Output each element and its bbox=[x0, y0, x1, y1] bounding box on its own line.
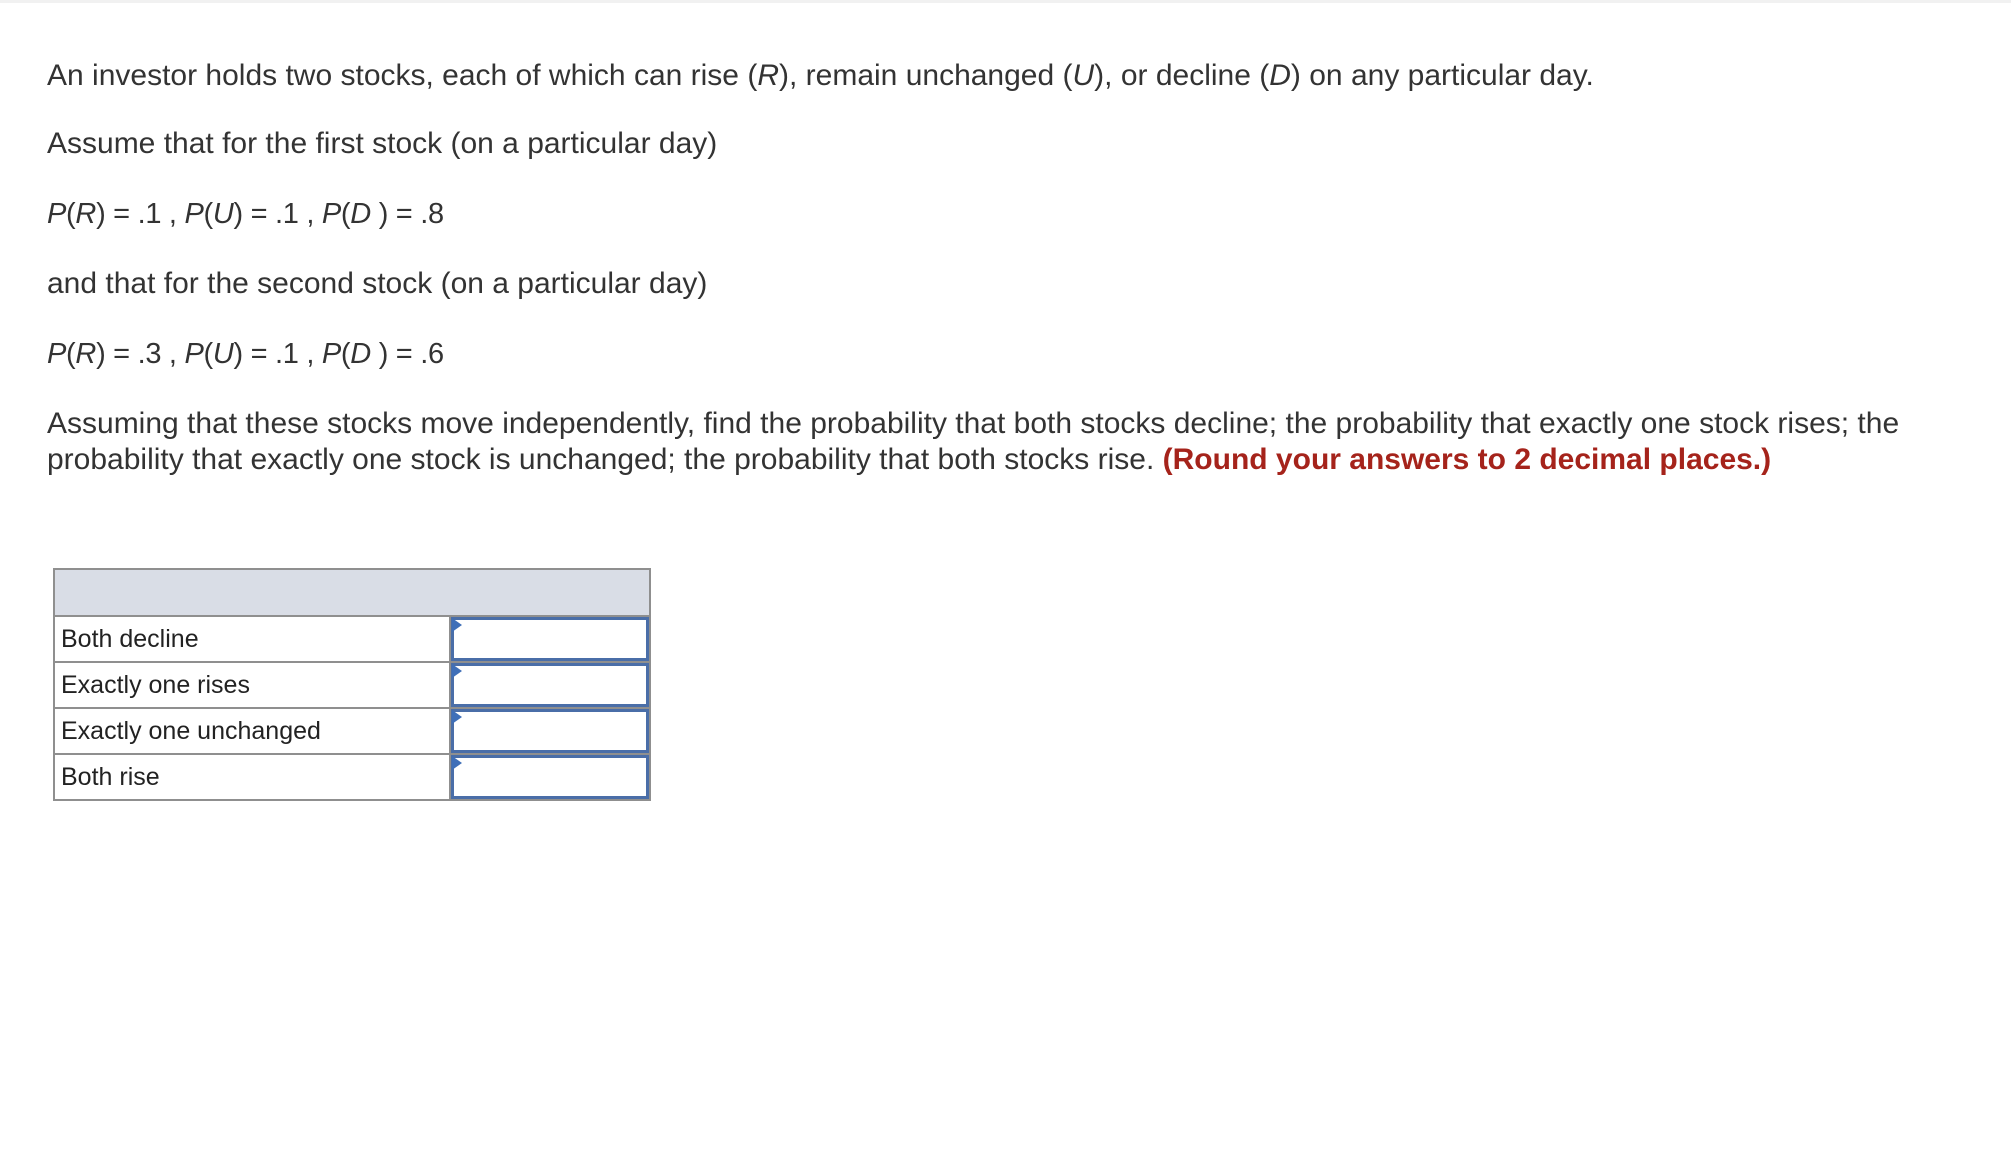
rise-symbol: R bbox=[757, 59, 779, 92]
prob-label: P bbox=[321, 338, 341, 370]
table-row bbox=[54, 754, 650, 800]
input-cell bbox=[450, 662, 650, 708]
prob-label: P bbox=[47, 198, 67, 230]
exactly-one-unchanged-input[interactable] bbox=[451, 709, 649, 753]
prob-label: P bbox=[321, 198, 341, 230]
prob-value: ) = .8 bbox=[370, 198, 444, 230]
input-cell bbox=[450, 616, 650, 662]
second-stock-assumption: and that for the second stock (on a particular day) bbox=[47, 267, 708, 300]
top-divider bbox=[0, 0, 2011, 3]
both-decline-input[interactable] bbox=[451, 617, 649, 661]
table-row bbox=[54, 662, 650, 708]
question-prompt bbox=[47, 406, 1927, 478]
flag-icon bbox=[452, 756, 462, 770]
intro-text-1: An investor holds two stocks, each of which can rise ( bbox=[47, 59, 758, 92]
table-header bbox=[54, 569, 650, 616]
decline-symbol: D bbox=[350, 338, 371, 370]
unchanged-symbol: U bbox=[212, 338, 234, 370]
exactly-one-rises-input[interactable] bbox=[451, 663, 649, 707]
row-label-exactly-one-rises: Exactly one rises bbox=[54, 662, 450, 708]
flag-icon bbox=[452, 618, 462, 632]
intro-text-2: ), remain unchanged ( bbox=[779, 59, 1073, 92]
prob-value: ) = .3 , bbox=[96, 338, 185, 370]
prob-label: P bbox=[184, 338, 204, 370]
flag-icon bbox=[452, 710, 462, 724]
rounding-note: (Round your answers to 2 decimal places.) bbox=[1162, 443, 1772, 476]
flag-icon bbox=[452, 664, 462, 678]
rise-symbol: R bbox=[75, 198, 97, 230]
question-text bbox=[47, 58, 1947, 478]
rise-symbol: R bbox=[75, 338, 97, 370]
prob-value: ) = .1 , bbox=[96, 198, 185, 230]
first-stock-probabilities: P(R) = .1 , P(U) = .1 , P(D ) = .8 bbox=[47, 198, 444, 230]
intro-text-4: ) on any particular day. bbox=[1290, 59, 1594, 92]
table-header-row bbox=[54, 569, 650, 616]
prob-label: P bbox=[184, 198, 204, 230]
row-label-both-decline: Both decline bbox=[54, 616, 450, 662]
prob-value: ) = .1 , bbox=[233, 198, 322, 230]
table-row bbox=[54, 616, 650, 662]
both-rise-input[interactable] bbox=[451, 755, 649, 799]
unchanged-symbol: U bbox=[1072, 59, 1095, 92]
decline-symbol: D bbox=[1269, 59, 1291, 92]
prob-label: P bbox=[47, 338, 67, 370]
decline-symbol: D bbox=[350, 198, 371, 230]
first-stock-assumption: Assume that for the first stock (on a particular day) bbox=[47, 127, 718, 160]
input-cell bbox=[450, 708, 650, 754]
table-row bbox=[54, 708, 650, 754]
question-intro bbox=[47, 58, 1947, 94]
intro-text-3: ), or decline ( bbox=[1094, 59, 1270, 92]
answer-table bbox=[53, 568, 651, 801]
prob-value: ) = .1 , bbox=[233, 338, 322, 370]
row-label-both-rise: Both rise bbox=[54, 754, 450, 800]
prob-value: ) = .6 bbox=[370, 338, 444, 370]
input-cell bbox=[450, 754, 650, 800]
unchanged-symbol: U bbox=[212, 198, 234, 230]
prompt-text: Assuming that these stocks move independently, find the probability that both stocks decline; the probability that exactly one stock rises; the probability that exactly one stock is unchanged; the probability that both stocks rise. bbox=[47, 407, 1900, 476]
row-label-exactly-one-unchanged: Exactly one unchanged bbox=[54, 708, 450, 754]
second-stock-probabilities: P(R) = .3 , P(U) = .1 , P(D ) = .6 bbox=[47, 338, 444, 370]
